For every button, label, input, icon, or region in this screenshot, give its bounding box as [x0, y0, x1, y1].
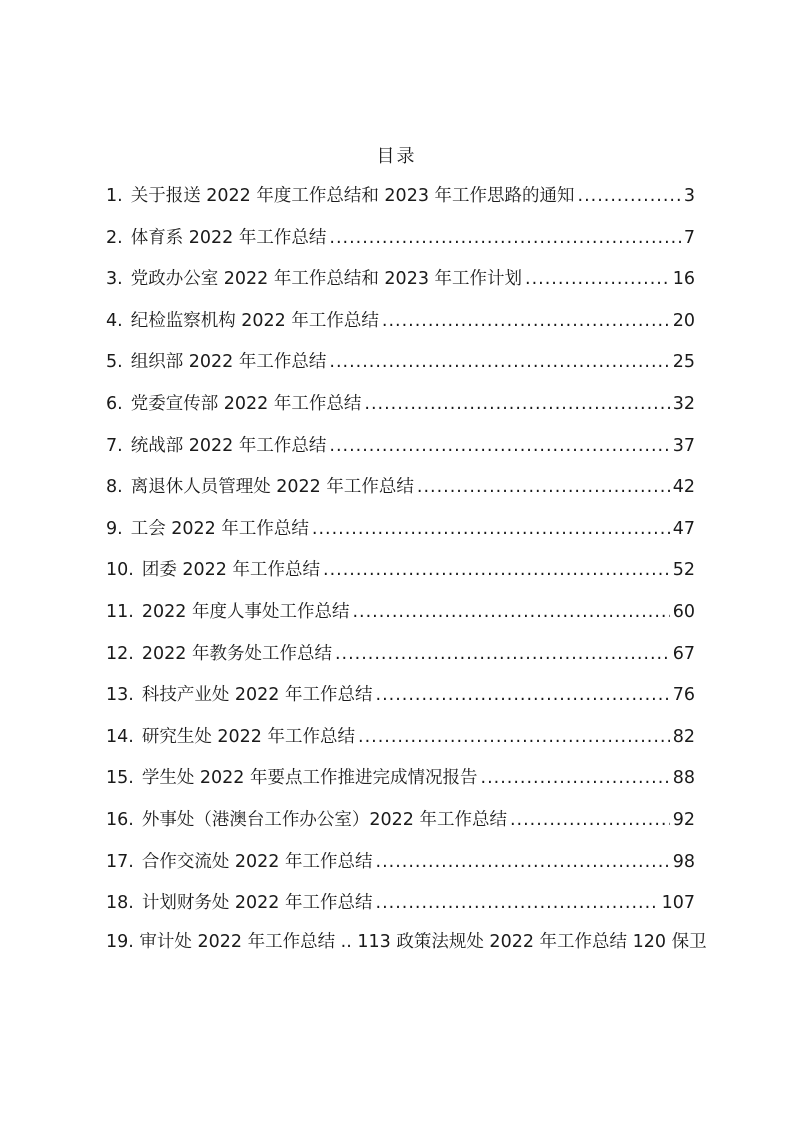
- toc-entry-number: 2.: [106, 227, 123, 248]
- toc-leader-dots: ..: [340, 932, 352, 952]
- toc-entry-page: 7: [683, 227, 695, 248]
- toc-entry-title: 2022 年度人事处工作总结: [141, 601, 350, 622]
- toc-leader-dots: [481, 760, 670, 796]
- toc-entry-title: 外事处（港澳台工作办公室）2022 年工作总结: [141, 809, 507, 830]
- toc-entry-page: 98: [672, 851, 695, 872]
- toc-entry-page: 120: [632, 932, 667, 952]
- toc-entry[interactable]: [106, 261, 695, 303]
- toc-entry-page: 107: [661, 893, 695, 914]
- toc-entry-title: 研究生处 2022 年工作总结: [141, 726, 356, 747]
- toc-entry[interactable]: [106, 760, 695, 802]
- toc-entry[interactable]: [106, 802, 695, 844]
- toc-leader-dots: [358, 719, 670, 755]
- toc-entry[interactable]: [106, 594, 695, 636]
- toc-entry-page: 92: [672, 809, 695, 830]
- toc-entry-title: 体育系 2022 年工作总结: [130, 227, 327, 248]
- toc-entry[interactable]: [106, 428, 695, 470]
- toc-entry-page: 37: [672, 435, 695, 456]
- toc-entry-title: 保卫: [671, 932, 707, 952]
- toc-entry-number: 15.: [106, 768, 134, 789]
- toc-entry-title: 2022 年教务处工作总结: [141, 643, 332, 664]
- toc-leader-dots: [364, 386, 669, 422]
- toc-leader-dots: [382, 303, 670, 339]
- toc-entry-title: 关于报送 2022 年度工作总结和 2023 年工作思路的通知: [130, 186, 575, 206]
- toc-entry-title: 学生处 2022 年要点工作推进完成情况报告: [141, 768, 478, 789]
- toc-leader-dots: [376, 844, 670, 880]
- toc-entry-title: 团委 2022 年工作总结: [141, 560, 321, 581]
- toc-entry-page: 3: [683, 186, 695, 206]
- toc-entry-title: 审计处 2022 年工作总结: [139, 932, 336, 952]
- toc-leader-dots: [525, 261, 670, 297]
- toc-entry[interactable]: [106, 344, 695, 386]
- toc-entry-number: 16.: [106, 809, 134, 830]
- toc-entry-page: 42: [672, 477, 695, 498]
- toc-entry[interactable]: [106, 178, 695, 220]
- toc-entry-title: 科技产业处 2022 年工作总结: [141, 685, 373, 706]
- toc-entry-number: 4.: [106, 310, 123, 331]
- toc-entry-page: 76: [672, 685, 695, 706]
- toc-entry-page: 20: [672, 310, 695, 331]
- toc-entry-number: 5.: [106, 352, 123, 373]
- toc-entry-page: 67: [672, 643, 695, 664]
- toc-leader-dots: [578, 178, 681, 214]
- toc-entry-page: 16: [672, 269, 695, 290]
- toc-entry-title: 纪检监察机构 2022 年工作总结: [130, 310, 379, 331]
- toc-entry-number: 8.: [106, 477, 123, 498]
- toc-entry[interactable]: [106, 552, 695, 594]
- toc-list: [106, 178, 695, 927]
- toc-leader-dots: [329, 344, 669, 380]
- toc-leader-dots: [323, 552, 670, 588]
- toc-entry-page: 60: [672, 601, 695, 622]
- toc-entry-page: 47: [672, 518, 695, 539]
- toc-entry[interactable]: [106, 636, 695, 678]
- toc-leader-dots: [376, 677, 670, 713]
- toc-entry[interactable]: [106, 386, 695, 428]
- toc-entry-title: 离退休人员管理处 2022 年工作总结: [130, 477, 414, 498]
- toc-entry-title: 党委宣传部 2022 年工作总结: [130, 393, 362, 414]
- toc-entry-number: 11.: [106, 601, 134, 622]
- toc-entry-number: 6.: [106, 393, 123, 414]
- toc-entry[interactable]: [106, 844, 695, 886]
- toc-entry-title: 政策法规处 2022 年工作总结: [396, 932, 628, 952]
- toc-leader-dots: [352, 594, 669, 630]
- toc-entry-title: 工会 2022 年工作总结: [130, 518, 309, 539]
- toc-entry[interactable]: [106, 303, 695, 345]
- toc-leader-dots: [417, 469, 670, 505]
- toc-entry-title: 合作交流处 2022 年工作总结: [141, 851, 373, 872]
- toc-leader-dots: [376, 885, 659, 921]
- toc-entry-title: 统战部 2022 年工作总结: [130, 435, 327, 456]
- toc-entry[interactable]: [106, 719, 695, 761]
- toc-entry[interactable]: [106, 220, 695, 262]
- toc-leader-dots: [329, 220, 680, 256]
- toc-entry-number: 19.: [106, 932, 134, 952]
- toc-entry-page: 25: [672, 352, 695, 373]
- toc-leader-dots: [510, 802, 670, 838]
- toc-entry-page: 113: [357, 932, 391, 952]
- toc-entry-number: 7.: [106, 435, 123, 456]
- toc-entry-number: 13.: [106, 685, 134, 706]
- toc-entry-overflow-row[interactable]: [106, 924, 707, 966]
- toc-entry-number: 3.: [106, 269, 123, 290]
- toc-entry-number: 10.: [106, 560, 134, 581]
- toc-entry-page: 32: [672, 393, 695, 414]
- toc-entry-number: 14.: [106, 726, 134, 747]
- toc-leader-dots: [312, 511, 670, 547]
- toc-entry-number: 9.: [106, 518, 123, 539]
- toc-entry[interactable]: [106, 511, 695, 553]
- toc-leader-dots: [329, 428, 669, 464]
- toc-entry-number: 17.: [106, 851, 134, 872]
- toc-leader-dots: [335, 636, 670, 672]
- toc-entry-title: 计划财务处 2022 年工作总结: [141, 893, 373, 914]
- toc-entry-page: 88: [672, 768, 695, 789]
- toc-title: 目录: [376, 146, 417, 167]
- toc-entry[interactable]: [106, 885, 695, 927]
- toc-entry-number: 1.: [106, 186, 123, 206]
- toc-entry-title: 组织部 2022 年工作总结: [130, 352, 327, 373]
- toc-entry-page: 82: [672, 726, 695, 747]
- toc-entry-page: 52: [672, 560, 695, 581]
- toc-entry-title: 党政办公室 2022 年工作总结和 2023 年工作计划: [130, 269, 523, 290]
- toc-entry[interactable]: [106, 469, 695, 511]
- toc-entry-number: 18.: [106, 893, 134, 914]
- toc-entry-number: 12.: [106, 643, 134, 664]
- toc-entry[interactable]: [106, 677, 695, 719]
